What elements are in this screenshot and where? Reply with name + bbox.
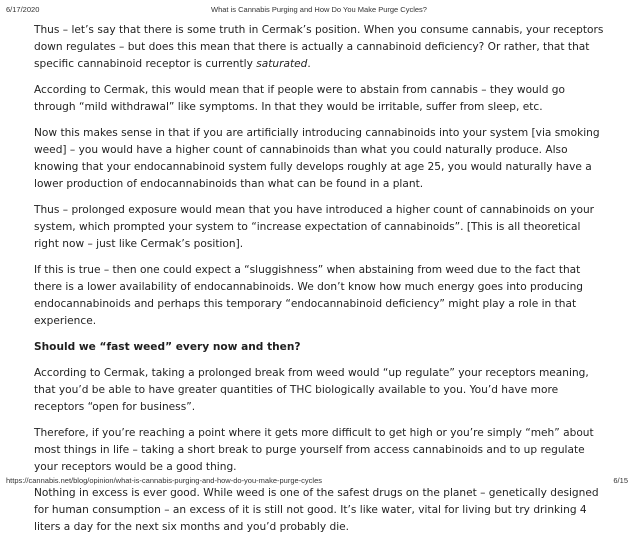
page-number: 6/15 [613, 476, 628, 485]
paragraph-8: Nothing in excess is ever good. While weed is one of the safest drugs on the planet – genetically designed for human consumption – an excess of it is still not good. It’s like water, vital for living but try drinking 4 liters a day for the next six months and you’d probably die. [34, 487, 599, 533]
paragraph-4: Thus – prolonged exposure would mean that you have introduced a higher count of cannabinoids on your system, which prompted your system to “increase expectation of cannabinoids”. [This is all theoretical right now – just like Cermak’s position]. [34, 204, 595, 250]
page-title: What is Cannabis Purging and How Do You Make Purge Cycles? [211, 5, 427, 14]
paragraph-1 [34, 22, 606, 73]
paragraph-7: Therefore, if you’re reaching a point where it gets more difficult to get high or you’re simply “meh” about most things in life – taking a short break to purge yourself from access cannabinoids and to up regulate your receptors would be a good thing. [34, 427, 594, 473]
print-date: 6/17/2020 [6, 5, 40, 14]
paragraph-2: According to Cermak, this would mean that if people were to abstain from cannabis – they would go through “mild withdrawal” like symptoms. In that they would be irritable, suffer from sleep, etc. [34, 84, 566, 113]
source-url: https://cannabis.net/blog/opinion/what-is-cannabis-purging-and-how-do-you-make-purge-cycles [6, 476, 323, 485]
print-header [0, 0, 638, 16]
paragraph-3: Now this makes sense in that if you are artificially introducing cannabinoids into your system [via smoking weed] – you would have a higher count of cannabinoids than what you could naturally produce. Also knowing that your endocannabinoid system fully develops roughly at age 25, you would naturally have a lower production of endocannabinoids than what can be found in a plant. [34, 127, 600, 190]
print-footer [0, 476, 638, 490]
paragraph-1-text: Thus – let’s say that there is some truth in Cermak’s position. When you consume cannabis, your receptors down regulates – but does this mean that there is actually a cannabinoid deficiency? Or rather, that that specific cannabinoid receptor is currently [34, 24, 604, 70]
emphasis-saturated: saturated [256, 58, 308, 70]
paragraph-6: According to Cermak, taking a prolonged break from weed would “up regulate” your receptors meaning, that you’d be able to have greater quantities of THC biologically available to you. You’d have more receptors “open for business”. [34, 367, 589, 413]
section-heading: Should we “fast weed” every now and then? [34, 341, 301, 353]
paragraph-5: If this is true – then one could expect a “sluggishness” when abstaining from weed due to the fact that there is a lower availability of endocannabinoids. We don’t know how much energy goes into producing endocannabinoids and perhaps this temporary “endocannabinoid deficiency” might play a role in that experience. [34, 264, 584, 327]
paragraph-1-end: . [307, 58, 311, 70]
article-body [34, 22, 606, 545]
